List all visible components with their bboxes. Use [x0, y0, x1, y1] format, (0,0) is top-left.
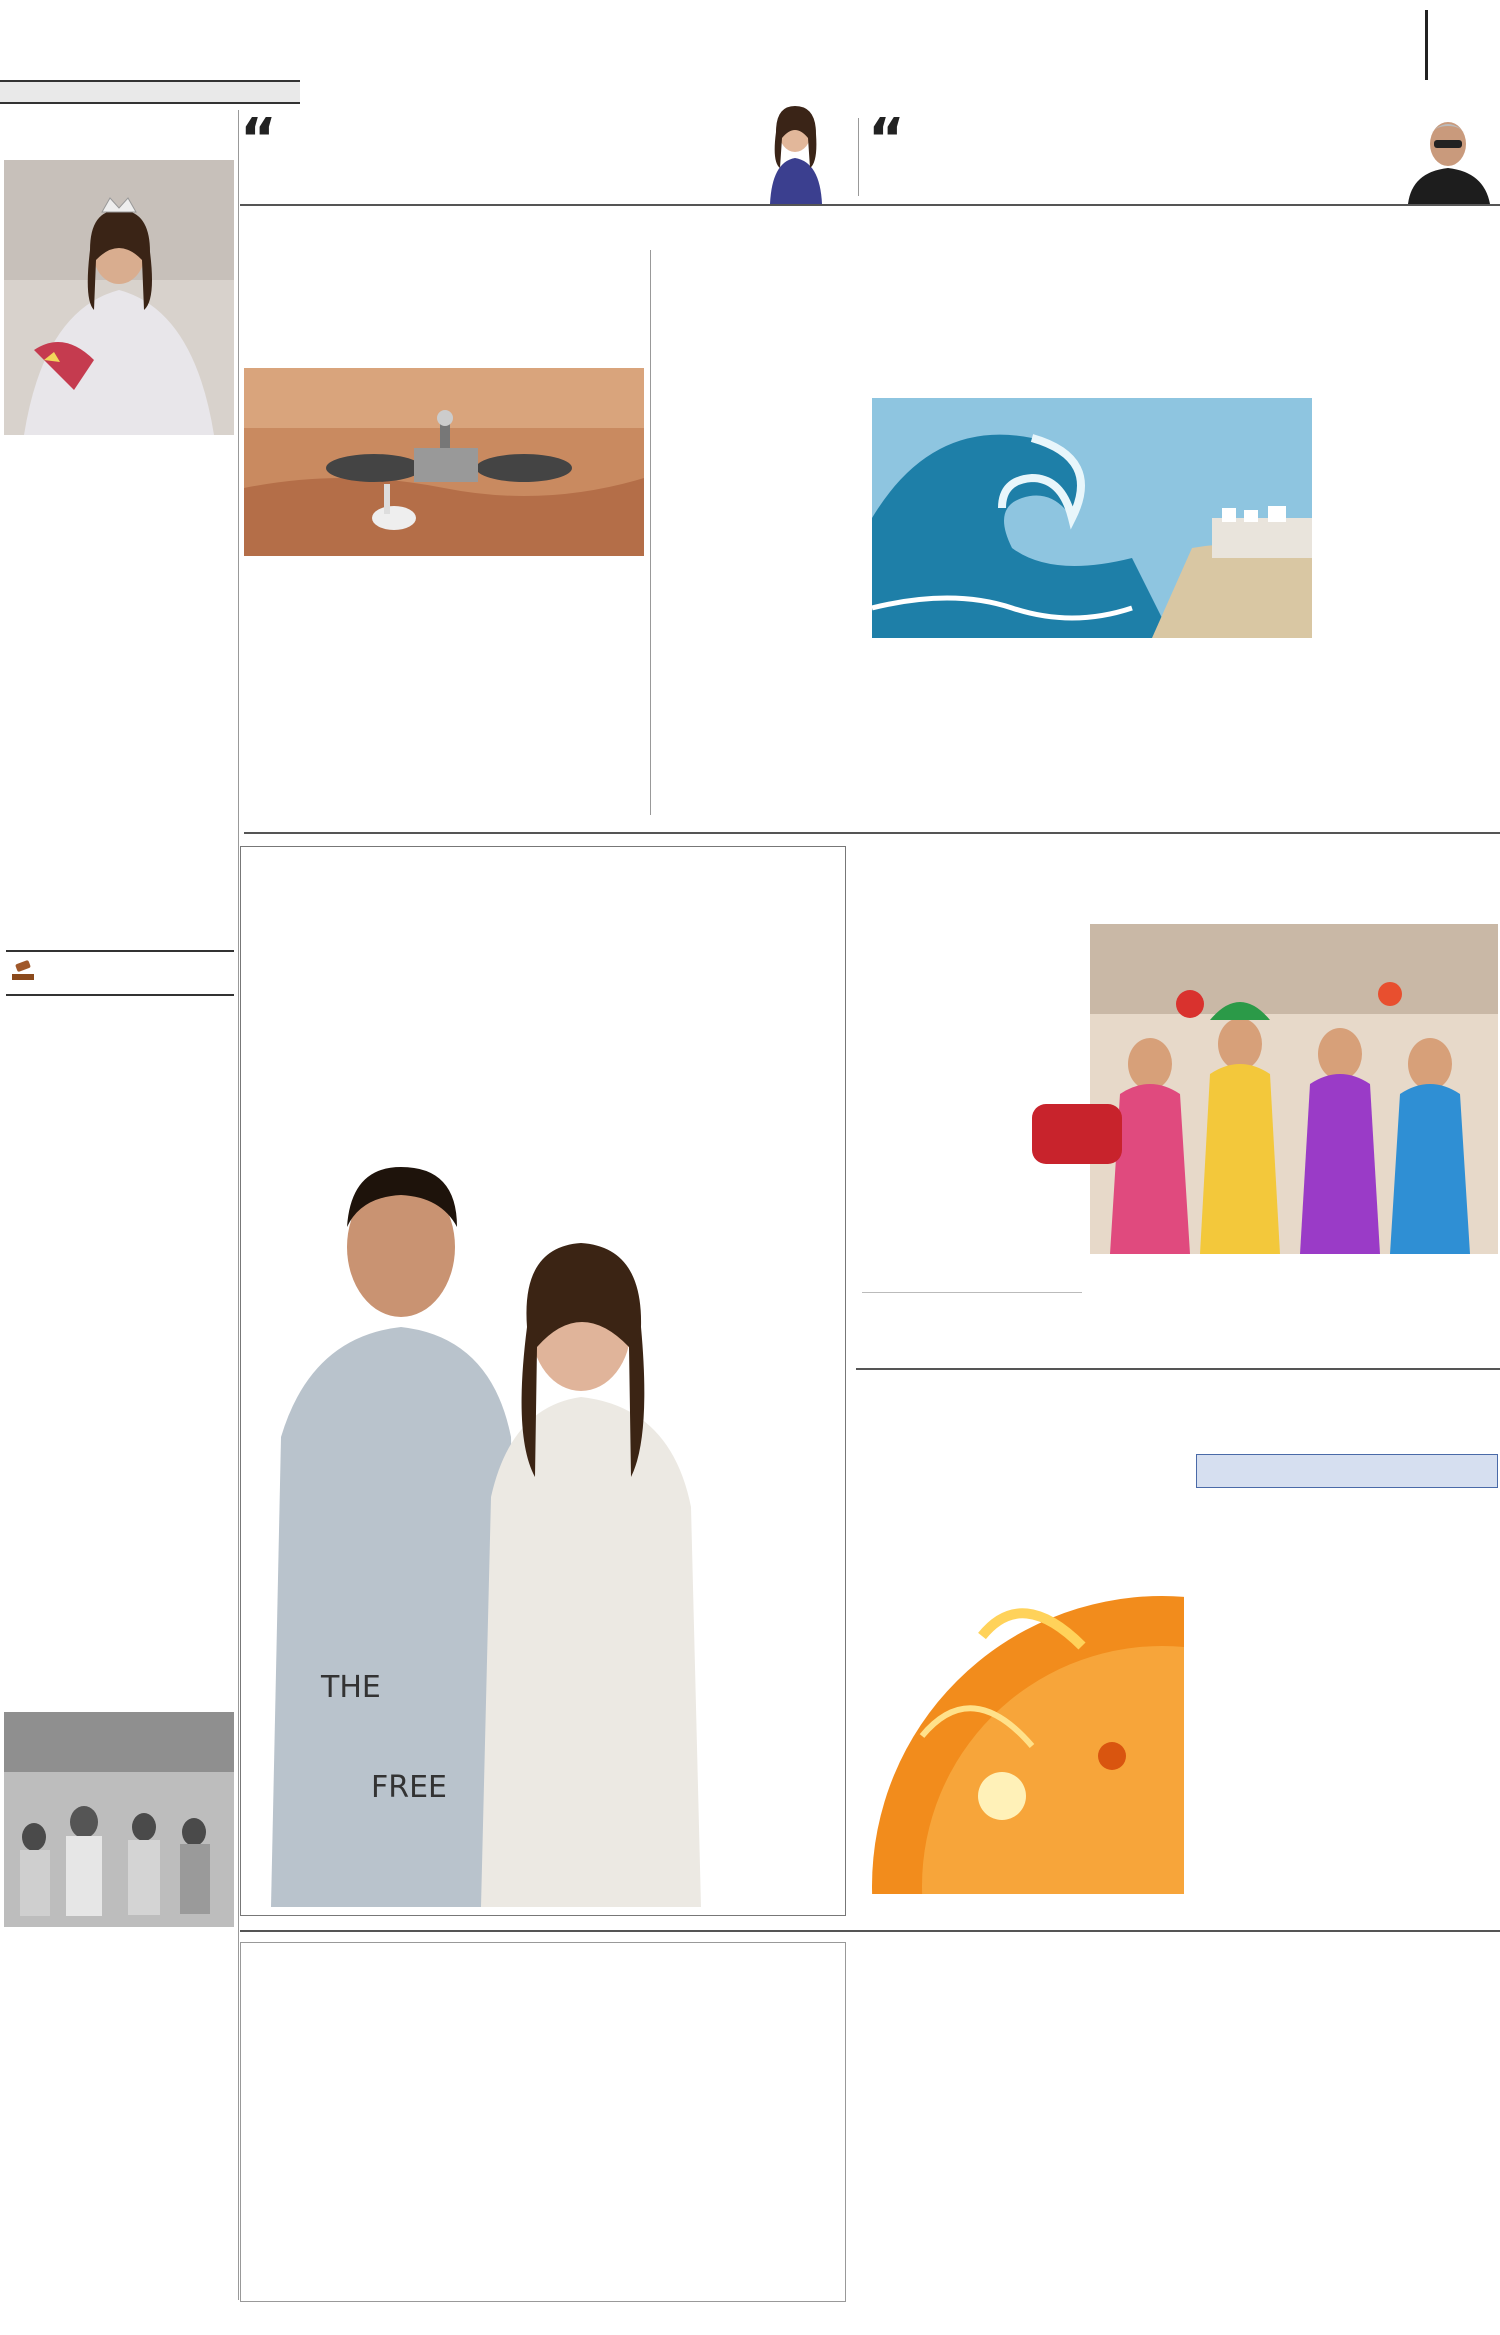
- history-day-title: [6, 994, 234, 996]
- gandhi-photo: [4, 1712, 234, 1927]
- tsunami-wave-photo: [872, 398, 1312, 638]
- storm-body-top: [866, 1454, 1188, 1550]
- quote-mark-icon: “: [240, 107, 277, 172]
- men-body-lower: [862, 1296, 1082, 1360]
- quote-1-photo: [740, 92, 850, 204]
- tsunami-body-right: [1320, 398, 1498, 816]
- quote-2-photo: [1400, 104, 1498, 204]
- top-rule: [240, 204, 1500, 206]
- history-body-1: [6, 1062, 234, 1470]
- history-body-2: [6, 1538, 234, 1704]
- quote-1: [240, 107, 730, 192]
- logo: [78, 6, 248, 66]
- svg-text:FREE: FREE: [371, 1770, 448, 1805]
- quote-2: [868, 107, 1398, 202]
- quote-mark-icon: “: [868, 107, 905, 172]
- quote-divider: [858, 118, 859, 196]
- pageant-photo: [4, 160, 234, 435]
- storm-body-right: [1196, 1494, 1498, 1892]
- men-bottom-rule: [856, 1368, 1500, 1370]
- sushant-box: [240, 846, 846, 1916]
- left-body: [6, 440, 234, 945]
- tsunami-body-bottom: [872, 645, 1312, 817]
- tsunami-body-left: [658, 398, 864, 816]
- dateline-bar: [0, 80, 300, 104]
- lower-rule: [240, 1930, 1500, 1932]
- middle-rule: [244, 832, 1500, 834]
- weather-wrapper: [240, 1942, 846, 2302]
- men-body-left: [862, 924, 1082, 1284]
- history-body-3: [6, 1932, 234, 2292]
- mars-rule: [650, 250, 651, 815]
- left-column-rule: [238, 110, 239, 2300]
- section-divider: [1425, 10, 1428, 80]
- storm-box-title: [1196, 1454, 1498, 1488]
- sun-photo: [862, 1556, 1184, 1894]
- mars-body: [246, 562, 642, 812]
- mars-lander-photo: [244, 368, 644, 556]
- festival-photo: [1090, 924, 1498, 1254]
- history-tag: [6, 950, 234, 990]
- men-body-bottom: [1090, 1260, 1498, 1360]
- sushant-kriti-photo: [251, 1077, 721, 1907]
- svg-text:THE: THE: [321, 1670, 381, 1705]
- gavel-icon: [10, 960, 36, 982]
- men-rule: [862, 1292, 1082, 1293]
